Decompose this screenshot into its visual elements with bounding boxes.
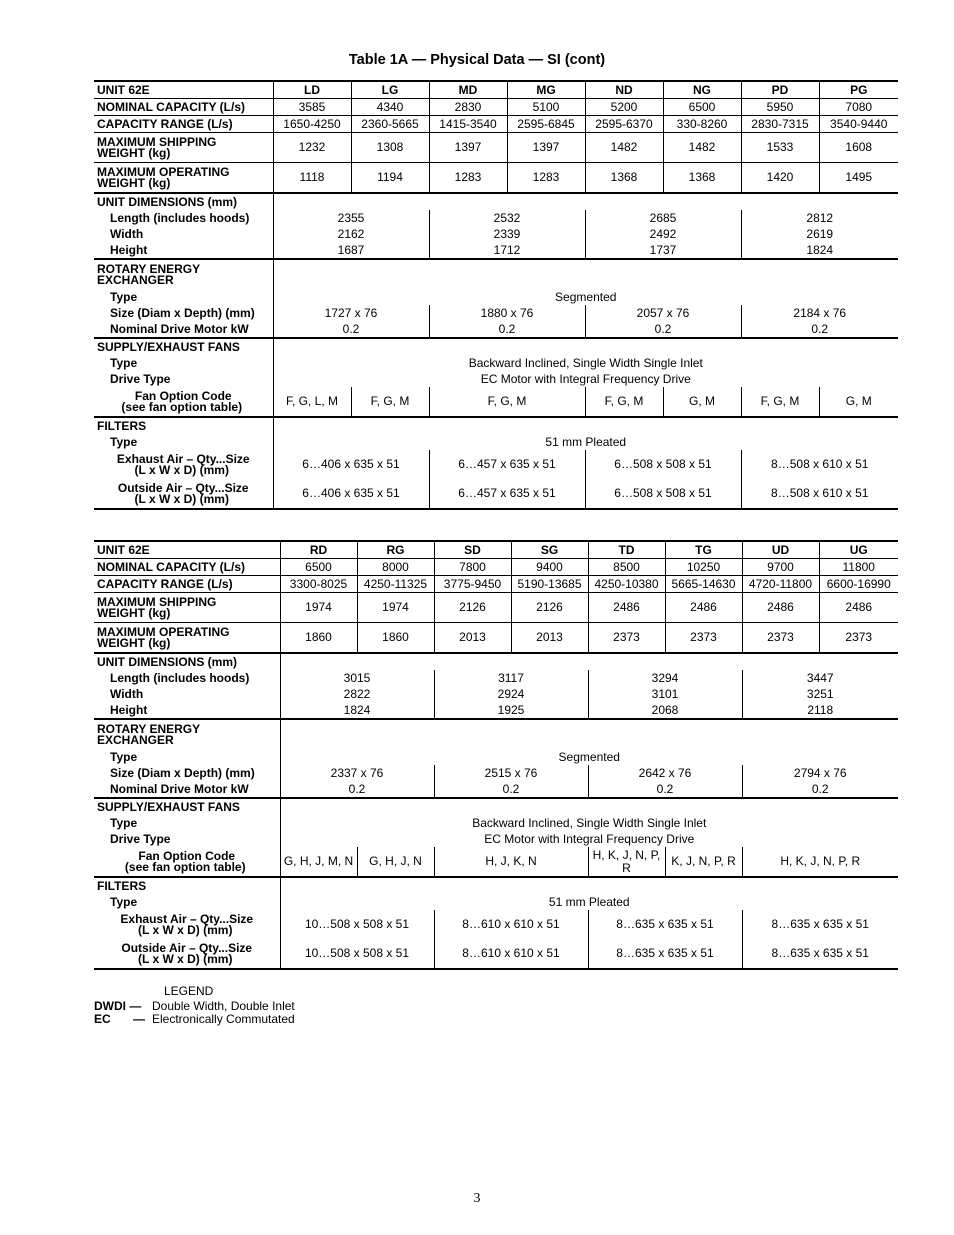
value-cell: 4250-11325 xyxy=(357,576,434,593)
value-cell: 1283 xyxy=(507,163,585,194)
value-cell: 3775-9450 xyxy=(434,576,511,593)
unit-dimensions-label: UNIT DIMENSIONS (mm) xyxy=(94,653,280,670)
filters-label: FILTERS xyxy=(94,877,280,894)
motor-kw-row xyxy=(94,321,898,338)
value-cell: 2355 xyxy=(273,210,429,226)
fan-option-label: Fan Option Code (see fan option table) xyxy=(94,387,273,417)
height-label: Height xyxy=(94,702,280,719)
value-cell: 1737 xyxy=(585,242,741,259)
value-cell: 1420 xyxy=(741,163,819,194)
value-cell: 2642 x 76 xyxy=(588,765,742,781)
value-cell: Backward Inclined, Single Width Single Inlet xyxy=(468,355,703,370)
legend-desc: Electronically Commutated xyxy=(152,1012,295,1026)
rotary-header-row xyxy=(94,719,898,749)
value-cell: 8500 xyxy=(588,559,665,576)
motor-kw-row xyxy=(94,781,898,798)
value-cell: 6…508 x 508 x 51 xyxy=(585,479,741,509)
value-cell: H, K, J, N, P, R xyxy=(742,847,898,877)
outside-air-label: Outside Air – Qty...Size (L x W x D) (mm) xyxy=(94,479,273,509)
length-row xyxy=(94,210,898,226)
value-cell: 6…457 x 635 x 51 xyxy=(429,450,585,479)
value-cell: 7800 xyxy=(434,559,511,576)
value-cell: 8…610 x 610 x 51 xyxy=(434,910,588,939)
value-cell: 2486 xyxy=(742,593,819,623)
unit-cell: TD xyxy=(588,541,665,559)
rotary-exchanger-label: ROTARY ENERGY EXCHANGER xyxy=(94,719,280,749)
value-cell: 2373 xyxy=(665,623,742,654)
legend-title: LEGEND xyxy=(164,984,214,998)
value-cell: 1687 xyxy=(273,242,429,259)
filter-type-row xyxy=(94,434,898,450)
value-cell: 1118 xyxy=(273,163,351,194)
value-cell: 3540-9440 xyxy=(819,116,898,133)
value-cell: 2486 xyxy=(588,593,665,623)
value-cell: 2013 xyxy=(511,623,588,654)
value-cell: 5190-13685 xyxy=(511,576,588,593)
value-cell: 2830 xyxy=(429,99,507,116)
unit-dimensions-header-row xyxy=(94,653,898,670)
value-cell: 3585 xyxy=(273,99,351,116)
value-cell: 2619 xyxy=(806,226,834,241)
outside-air-row xyxy=(94,939,898,969)
value-cell: 1368 xyxy=(585,163,663,194)
value-cell: 1860 xyxy=(280,623,357,654)
value-cell: 4250-10380 xyxy=(588,576,665,593)
value-cell: 2337 x 76 xyxy=(280,765,434,781)
value-cell: Backward Inclined, Single Width Single Inlet xyxy=(472,815,707,830)
unit-cell: RD xyxy=(280,541,357,559)
length-label: Length (includes hoods) xyxy=(94,670,280,686)
wheel-size-row xyxy=(94,305,898,321)
exhaust-air-row xyxy=(94,910,898,939)
value-cell: 0.2 xyxy=(429,321,585,338)
value-cell: 8…635 x 635 x 51 xyxy=(742,939,898,969)
exhaust-air-label: Exhaust Air – Qty...Size (L x W x D) (mm) xyxy=(94,910,280,939)
height-label: Height xyxy=(94,242,273,259)
fan-type-row xyxy=(94,355,898,371)
value-cell: G, M xyxy=(819,387,898,417)
value-cell: EC Motor with Integral Frequency Drive xyxy=(480,371,691,386)
fan-option-row xyxy=(94,847,898,877)
value-cell: 2822 xyxy=(280,686,434,702)
value-cell: 3294 xyxy=(588,670,742,686)
type-label: Type xyxy=(94,894,280,910)
max-operating-row xyxy=(94,163,898,194)
length-label: Length (includes hoods) xyxy=(94,210,273,226)
value-cell: 3251 xyxy=(806,686,834,701)
value-cell: 0.2 xyxy=(280,781,434,798)
legend-item: DWDI — Double Width, Double Inlet xyxy=(94,999,295,1013)
value-cell: 2924 xyxy=(434,686,588,702)
size-label: Size (Diam x Depth) (mm) xyxy=(94,765,280,781)
max-shipping-row xyxy=(94,133,898,163)
fans-label: SUPPLY/EXHAUST FANS xyxy=(94,798,280,815)
unit-label: UNIT 62E xyxy=(94,81,273,99)
motor-label: Nominal Drive Motor kW xyxy=(94,321,273,338)
value-cell: 1283 xyxy=(429,163,507,194)
type-label: Type xyxy=(94,749,280,765)
physical-data-table-2 xyxy=(94,540,898,970)
value-cell: 6…508 x 508 x 51 xyxy=(585,450,741,479)
value-cell: 6…406 x 635 x 51 xyxy=(273,450,429,479)
legend-item: EC — Electronically Commutated xyxy=(94,1012,295,1026)
value-cell: 2515 x 76 xyxy=(434,765,588,781)
value-cell: 9400 xyxy=(511,559,588,576)
value-cell: 3300-8025 xyxy=(280,576,357,593)
max-shipping-row xyxy=(94,593,898,623)
value-cell: 1824 xyxy=(741,242,898,259)
nominal-capacity-label: NOMINAL CAPACITY (L/s) xyxy=(94,559,280,576)
value-cell: 0.2 xyxy=(585,321,741,338)
unit-header-row xyxy=(94,81,898,99)
unit-cell: MG xyxy=(507,81,585,99)
unit-cell: LG xyxy=(351,81,429,99)
fan-type-row xyxy=(94,815,898,831)
value-cell: 2373 xyxy=(742,623,819,654)
value-cell: 6…406 x 635 x 51 xyxy=(273,479,429,509)
value-cell: 2373 xyxy=(819,623,898,654)
value-cell: 1194 xyxy=(351,163,429,194)
height-row xyxy=(94,242,898,259)
drive-type-label: Drive Type xyxy=(94,371,273,387)
value-cell: 2486 xyxy=(819,593,898,623)
value-cell: 1974 xyxy=(357,593,434,623)
unit-cell: SD xyxy=(434,541,511,559)
type-label: Type xyxy=(94,434,273,450)
value-cell: 0.2 xyxy=(273,321,429,338)
unit-dimensions-label: UNIT DIMENSIONS (mm) xyxy=(94,193,273,210)
outside-air-label: Outside Air – Qty...Size (L x W x D) (mm) xyxy=(94,939,280,969)
fans-label: SUPPLY/EXHAUST FANS xyxy=(94,338,273,355)
value-cell: 3015 xyxy=(280,670,434,686)
drive-type-row xyxy=(94,831,898,847)
value-cell: F, G, M xyxy=(741,387,819,417)
value-cell: 5950 xyxy=(741,99,819,116)
unit-cell: RG xyxy=(357,541,434,559)
value-cell: 2685 xyxy=(585,210,741,226)
unit-cell: PD xyxy=(741,81,819,99)
value-cell: 1397 xyxy=(429,133,507,163)
value-cell: F, G, M xyxy=(585,387,663,417)
value-cell: 6600-16990 xyxy=(819,576,898,593)
unit-cell: ND xyxy=(585,81,663,99)
value-cell: 2118 xyxy=(742,702,898,719)
filters-header-row xyxy=(94,417,898,434)
value-cell: 2126 xyxy=(434,593,511,623)
value-cell: 2812 xyxy=(806,210,834,225)
value-cell: 6…457 x 635 x 51 xyxy=(429,479,585,509)
value-cell: F, G, M xyxy=(429,387,585,417)
value-cell: 1712 xyxy=(429,242,585,259)
value-cell: 1482 xyxy=(663,133,741,163)
wheel-type-row xyxy=(94,289,898,305)
value-cell: G, M xyxy=(663,387,741,417)
value-cell: 1397 xyxy=(507,133,585,163)
wheel-size-row xyxy=(94,765,898,781)
value-cell: 10250 xyxy=(665,559,742,576)
unit-label: UNIT 62E xyxy=(94,541,280,559)
value-cell: 6500 xyxy=(663,99,741,116)
unit-cell: LD xyxy=(273,81,351,99)
value-cell: 2486 xyxy=(665,593,742,623)
value-cell: 2830-7315 xyxy=(741,116,819,133)
value-cell: 1495 xyxy=(819,163,898,194)
drive-type-label: Drive Type xyxy=(94,831,280,847)
value-cell: 2373 xyxy=(588,623,665,654)
value-cell: 0.2 xyxy=(434,781,588,798)
value-cell: 0.2 xyxy=(588,781,742,798)
unit-cell: MD xyxy=(429,81,507,99)
value-cell: 3117 xyxy=(434,670,588,686)
value-cell: 7080 xyxy=(819,99,898,116)
unit-cell: UG xyxy=(819,541,898,559)
unit-cell: TG xyxy=(665,541,742,559)
unit-cell: SG xyxy=(511,541,588,559)
unit-cell: NG xyxy=(663,81,741,99)
value-cell: 2339 xyxy=(429,226,585,242)
value-cell: 2068 xyxy=(588,702,742,719)
value-cell: 8…610 x 610 x 51 xyxy=(434,939,588,969)
drive-type-row xyxy=(94,371,898,387)
value-cell: 10…508 x 508 x 51 xyxy=(280,910,434,939)
filters-label: FILTERS xyxy=(94,417,273,434)
legend-desc: Double Width, Double Inlet xyxy=(152,999,295,1013)
value-cell: 4340 xyxy=(351,99,429,116)
value-cell: 1974 xyxy=(280,593,357,623)
value-cell: H, K, J, N, P, R xyxy=(588,847,665,877)
fans-header-row xyxy=(94,798,898,815)
value-cell: 8…635 x 635 x 51 xyxy=(588,910,742,939)
filter-type-row xyxy=(94,894,898,910)
table-title: Table 1A — Physical Data — SI (cont) xyxy=(348,52,606,68)
type-label: Type xyxy=(94,289,273,305)
value-cell: 8…508 x 610 x 51 xyxy=(771,457,869,471)
width-row xyxy=(94,686,898,702)
value-cell: 8…635 x 635 x 51 xyxy=(588,939,742,969)
value-cell: 11800 xyxy=(819,559,898,576)
value-cell: 2595-6370 xyxy=(585,116,663,133)
width-row xyxy=(94,226,898,242)
value-cell: 1880 x 76 xyxy=(429,305,585,321)
value-cell: 1860 xyxy=(357,623,434,654)
type-label: Type xyxy=(94,815,280,831)
value-cell: 8…508 x 610 x 51 xyxy=(741,479,898,509)
value-cell: 1415-3540 xyxy=(429,116,507,133)
value-cell: F, G, M xyxy=(351,387,429,417)
value-cell: 2794 x 76 xyxy=(793,765,847,780)
value-cell: 0.2 xyxy=(741,321,898,338)
capacity-range-label: CAPACITY RANGE (L/s) xyxy=(94,576,280,593)
capacity-range-row xyxy=(94,576,898,593)
value-cell: 3447 xyxy=(806,670,834,685)
value-cell: 5100 xyxy=(507,99,585,116)
value-cell: 1824 xyxy=(280,702,434,719)
unit-header-row xyxy=(94,541,898,559)
length-row xyxy=(94,670,898,686)
value-cell: 5200 xyxy=(585,99,663,116)
exhaust-air-row xyxy=(94,450,898,479)
value-cell: 1533 xyxy=(741,133,819,163)
fan-option-row xyxy=(94,387,898,417)
value-cell: 1308 xyxy=(351,133,429,163)
nominal-capacity-row xyxy=(94,99,898,116)
value-cell: 6500 xyxy=(280,559,357,576)
value-cell: H, J, K, N xyxy=(434,847,588,877)
value-cell: Segmented xyxy=(558,749,620,764)
outside-air-row xyxy=(94,479,898,509)
fan-option-label: Fan Option Code (see fan option table) xyxy=(94,847,280,877)
value-cell: 1925 xyxy=(434,702,588,719)
physical-data-table-1 xyxy=(94,80,898,510)
exhaust-air-label: Exhaust Air – Qty...Size (L x W x D) (mm) xyxy=(94,450,273,479)
width-label: Width xyxy=(94,686,280,702)
value-cell: 2184 x 76 xyxy=(793,305,847,320)
value-cell: 330-8260 xyxy=(663,116,741,133)
rotary-header-row xyxy=(94,259,898,289)
value-cell: 1482 xyxy=(585,133,663,163)
value-cell: 10…508 x 508 x 51 xyxy=(280,939,434,969)
value-cell: 3101 xyxy=(588,686,742,702)
wheel-type-row xyxy=(94,749,898,765)
value-cell: 1608 xyxy=(819,133,898,163)
value-cell: 1232 xyxy=(273,133,351,163)
value-cell: 1727 x 76 xyxy=(273,305,429,321)
max-operating-label: MAXIMUM OPERATING WEIGHT (kg) xyxy=(94,623,280,654)
filters-header-row xyxy=(94,877,898,894)
value-cell: 1368 xyxy=(663,163,741,194)
value-cell: 2532 xyxy=(429,210,585,226)
legend xyxy=(94,985,295,1026)
value-cell: 9700 xyxy=(742,559,819,576)
rotary-exchanger-label: ROTARY ENERGY EXCHANGER xyxy=(94,259,273,289)
value-cell: F, G, L, M xyxy=(273,387,351,417)
value-cell: 8…635 x 635 x 51 xyxy=(771,917,869,931)
max-shipping-label: MAXIMUM SHIPPING WEIGHT (kg) xyxy=(94,593,280,623)
value-cell: 5665-14630 xyxy=(665,576,742,593)
value-cell: 2126 xyxy=(511,593,588,623)
unit-cell: UD xyxy=(742,541,819,559)
height-row xyxy=(94,702,898,719)
size-label: Size (Diam x Depth) (mm) xyxy=(94,305,273,321)
motor-label: Nominal Drive Motor kW xyxy=(94,781,280,798)
value-cell: 1650-4250 xyxy=(273,116,351,133)
max-shipping-label: MAXIMUM SHIPPING WEIGHT (kg) xyxy=(94,133,273,163)
value-cell: G, H, J, N xyxy=(357,847,434,877)
value-cell: 2013 xyxy=(434,623,511,654)
nominal-capacity-label: NOMINAL CAPACITY (L/s) xyxy=(94,99,273,116)
value-cell: 51 mm Pleated xyxy=(548,894,630,909)
value-cell: EC Motor with Integral Frequency Drive xyxy=(484,831,695,846)
value-cell: 51 mm Pleated xyxy=(545,434,627,449)
value-cell: 2162 xyxy=(273,226,429,242)
max-operating-row xyxy=(94,623,898,654)
value-cell: 2360-5665 xyxy=(351,116,429,133)
value-cell: 2492 xyxy=(585,226,741,242)
width-label: Width xyxy=(94,226,273,242)
unit-dimensions-header-row xyxy=(94,193,898,210)
value-cell: 2057 x 76 xyxy=(585,305,741,321)
capacity-range-label: CAPACITY RANGE (L/s) xyxy=(94,116,273,133)
max-operating-label: MAXIMUM OPERATING WEIGHT (kg) xyxy=(94,163,273,194)
page-number: 3 xyxy=(473,1191,481,1206)
value-cell: 2595-6845 xyxy=(507,116,585,133)
value-cell: 4720-11800 xyxy=(742,576,819,593)
type-label: Type xyxy=(94,355,273,371)
value-cell: 0.2 xyxy=(742,781,898,798)
value-cell: 8000 xyxy=(357,559,434,576)
nominal-capacity-row xyxy=(94,559,898,576)
fans-header-row xyxy=(94,338,898,355)
value-cell: Segmented xyxy=(555,289,617,304)
value-cell: K, J, N, P, R xyxy=(665,847,742,877)
capacity-range-row xyxy=(94,116,898,133)
value-cell: G, H, J, M, N xyxy=(280,847,357,877)
unit-cell: PG xyxy=(819,81,898,99)
